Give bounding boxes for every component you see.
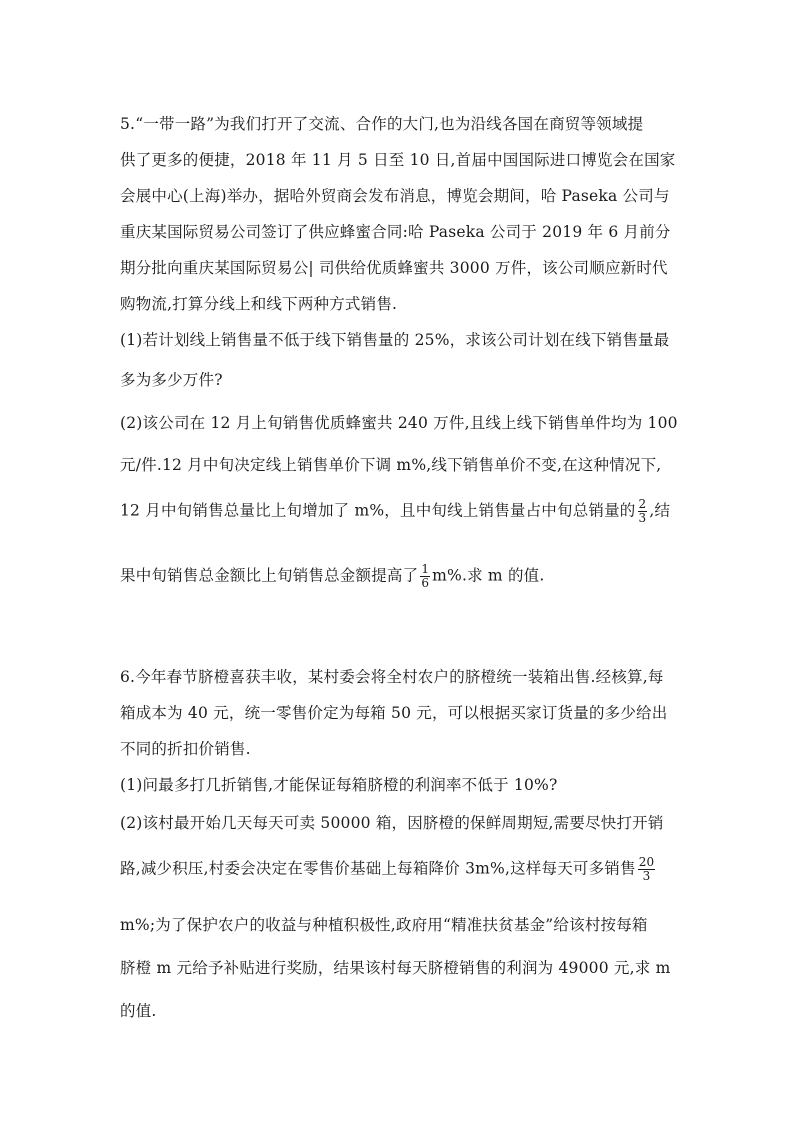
problem-6-line-1: 6.今年春节脐橙喜获丰收，某村委会将全村农户的脐橙统一装箱出售.经核算,每: [120, 668, 664, 686]
fraction-denominator: 3: [642, 869, 651, 883]
fraction-numerator: 2: [638, 497, 647, 511]
problem-6-question-2-line-1: (2)该村最开始几天每天可卖 50000 箱，因脐橙的保鲜周期短,需要尽快打开销: [120, 814, 664, 832]
problem-6-line-2: 箱成本为 40 元，统一零售价定为每箱 50 元，可以根据买家订货量的多少给出: [120, 704, 668, 722]
problem-6-question-2-line-2: [120, 856, 704, 883]
problem-6-question-2-line-3: m%;为了保护农户的收益与种植积极性,政府用“精准扶贫基金”给该村按每箱: [120, 916, 648, 934]
fraction-numerator: 20: [638, 855, 655, 869]
problem-5-line-5: 期分批向重庆某国际贸易公| 司供给优质蜂蜜共 3000 万件，该公司顺应新时代: [120, 259, 668, 277]
problem-5-question-2-line-3-text: 12 月中旬销售总量比上旬增加了 m%，且中旬线上销售量占中旬总销量的: [120, 501, 636, 520]
fraction-denominator: 3: [638, 511, 647, 525]
problem-6-line-3: 不同的折扣价销售.: [120, 740, 251, 758]
problem-5-question-2-line-3-tail: ,结: [649, 501, 671, 520]
problem-5-question-1-line-2: 多为多少万件?: [120, 371, 223, 389]
problem-6-question-2-line-2-text: 路,减少积压,村委会决定在零售价基础上每箱降价 3m%,这样每天可多销售: [120, 859, 636, 878]
problem-5-question-2-line-3: [120, 498, 704, 525]
fraction-two-thirds: [638, 498, 648, 525]
problem-5-line-4: 重庆某国际贸易公司签订了供应蜂蜜合同:哈 Paseka 公司于 2019 年 6 月前分: [120, 223, 671, 241]
problem-5-line-2: 供了更多的便捷，2018 年 11 月 5 日至 10 日,首届中国国际进口博览会在国家: [120, 151, 676, 169]
problem-6-question-2-line-4: 脐橙 m 元给予补贴进行奖励，结果该村每天脐橙销售的利润为 49000 元,求 m: [120, 959, 671, 977]
problem-6-question-1: (1)问最多打几折销售,才能保证每箱脐橙的利润率不低于 10%?: [120, 776, 558, 794]
problem-5-line-3: 会展中心(上海)举办，据哈外贸商会发布消息，博览会期间，哈 Paseka 公司与: [120, 187, 670, 205]
fraction-one-sixth: [420, 563, 430, 590]
problem-5-question-2-line-4-tail: m%.求 m 的值.: [432, 566, 545, 585]
fraction-denominator: 6: [421, 576, 430, 590]
problem-5-question-2-line-2: 元/件.12 月中旬决定线上销售单价下调 m%,线下销售单价不变,在这种情况下,: [120, 456, 662, 474]
problem-5-line-1: 5.“一带一路”为我们打开了交流、合作的大门,也为沿线各国在商贸等领域提: [120, 115, 644, 133]
problem-6-question-2-line-5: 的值.: [120, 1002, 157, 1020]
problem-5-question-2-line-4: [120, 563, 704, 590]
fraction-twenty-thirds: [638, 856, 656, 883]
problem-5-question-1-line-1: (1)若计划线上销售量不低于线下销售量的 25%，求该公司计划在线下销售量最: [120, 331, 670, 349]
fraction-numerator: 1: [421, 562, 430, 576]
problem-5-question-2-line-4-text: 果中旬销售总金额比上旬销售总金额提高了: [120, 566, 419, 585]
problem-5-line-6: 购物流,打算分线上和线下两种方式销售.: [120, 295, 398, 313]
problem-5-question-2-line-1: (2)该公司在 12 月上旬销售优质蜂蜜共 240 万件,且线上线下销售单件均为 100: [120, 414, 678, 432]
